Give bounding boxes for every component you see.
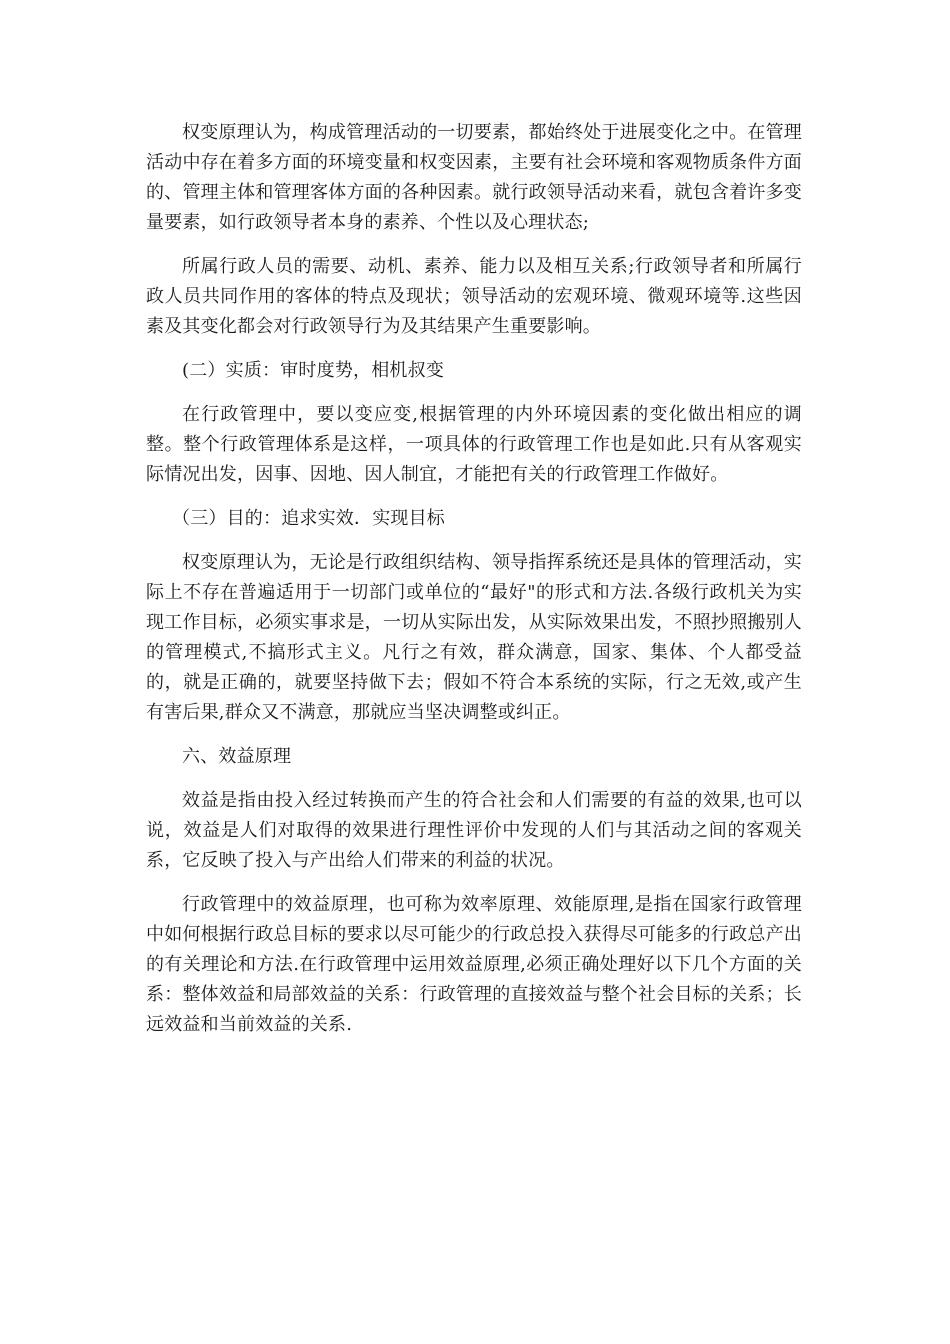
paragraph-essence: 在行政管理中，要以变应变,根据管理的内外环境因素的变化做出相应的调整。整个行政管理体系是这样，一项具体的行政管理工作也是如此.只有从客观实际情况出发，因事、因地、因人制宜，才能把有关的行政管理工作做好。 bbox=[146, 404, 802, 485]
paragraph-benefit-definition: 效益是指由投入经过转换而产生的符合社会和人们需要的有益的效果,也可以说，效益是人们对取得的效果进行理性评价中发现的人们与其活动之间的客观关系，它反映了投入与产出给人们带来的利益的状况。 bbox=[146, 790, 802, 871]
section-heading-purpose: （三）目的：追求实效．实现目标 bbox=[172, 508, 445, 529]
document-body bbox=[146, 118, 802, 1054]
section-heading-essence: (二）实质：审时度势，相机叔变 bbox=[182, 360, 445, 381]
section-heading-benefit-principle: 六、效益原理 bbox=[182, 746, 292, 767]
paragraph-contingency-intro: 权变原理认为，构成管理活动的一切要素，都始终处于进展变化之中。在管理活动中存在着多方面的环境变量和权变因素，主要有社会环境和客观物质条件方面的、管理主体和管理客体方面的各种因素。就行政领导活动来看，就包含着许多变量要素，如行政领导者本身的素养、个性以及心理状态; bbox=[146, 122, 802, 233]
paragraph-benefit-principle: 行政管理中的效益原理，也可称为效率原理、效能原理,是指在国家行政管理中如何根据行政总目标的要求以尽可能少的行政总投入获得尽可能多的行政总产出的有关理论和方法.在行政管理中运用效益原理,必须正确处理好以下几个方面的关系：整体效益和局部效益的关系：行政管理的直接效益与整个社会目标的关系；长远效益和当前效益的关系. bbox=[146, 894, 802, 1035]
paragraph-purpose: 权变原理认为，无论是行政组织结构、领导指挥系统还是具体的管理活动，实际上不存在普遍适用于一切部门或单位的“最好"的形式和方法.各级行政机关为实现工作目标，必须实事求是，一切从实际出发，从实际效果出发，不照抄照搬别人的管理模式,不搞形式主义。凡行之有效，群众满意，国家、集体、个人都受益的，就是正确的，就要坚持做下去；假如不符合本系统的实际，行之无效,或产生有害后果,群众又不满意，那就应当坚决调整或纠正。 bbox=[146, 552, 802, 723]
paragraph-contingency-factors: 所属行政人员的需要、动机、素养、能力以及相互关系;行政领导者和所属行政人员共同作用的客体的特点及现状；领导活动的宏观环境、微观环境等.这些因素及其变化都会对行政领导行为及其结果产生重要影响。 bbox=[146, 256, 802, 337]
